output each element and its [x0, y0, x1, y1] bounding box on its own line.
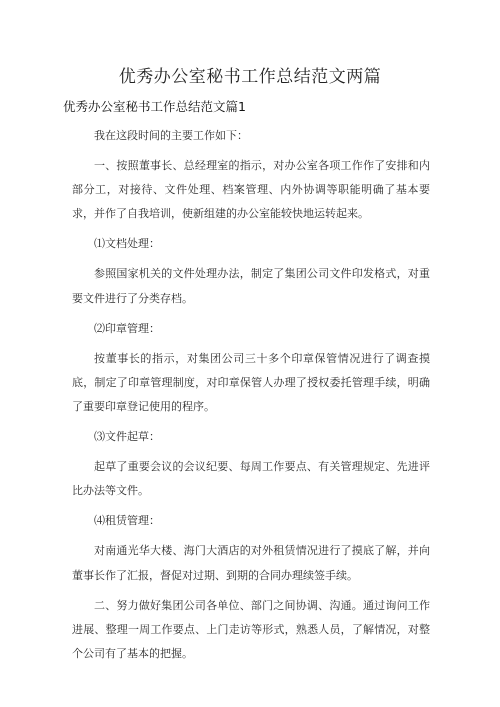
- section-subtitle: 优秀办公室秘书工作总结范文篇1: [63, 99, 246, 114]
- paragraph: 起草了重要会议的会议纪要、每周工作要点、有关管理规定、先进评比办法等文件。: [72, 460, 430, 498]
- paragraph: ⑴文档处理：: [94, 237, 160, 251]
- paragraph: 二、努力做好集团公司各单位、部门之间协调、沟通。通过询问工作进展、整理一周工作要点、上门走访等形式，熟悉人员，了解情况，对整个公司有了基本的把握。: [72, 598, 430, 660]
- paragraph: 参照国家机关的文件处理办法，制定了集团公司文件印发格式，对重要文件进行了分类存档。: [72, 267, 430, 305]
- document-title: 优秀办公室秘书工作总结范文两篇: [118, 67, 382, 87]
- paragraph: 按董事长的指示，对集团公司三十多个印章保管情况进行了调查摸底，制定了印章管理制度，对印章保管人办理了授权委托管理手续，明确了重要印章登记使用的程序。: [72, 351, 430, 413]
- paragraph: 我在这段时间的主要工作如下：: [94, 129, 248, 142]
- paragraph: 对南通光华大楼、海门大酒店的对外租赁情况进行了摸底了解，并向董事长作了汇报，督促对过期、到期的合同办理续签手续。: [72, 544, 430, 582]
- paragraph: ⑶文件起草：: [94, 430, 160, 444]
- paragraph: ⑷租赁管理：: [94, 514, 160, 528]
- paragraph: 一、按照董事长、总经理室的指示，对办公室各项工作作了安排和内部分工，对接待、文件处理、档案管理、内外协调等职能明确了基本要求，并作了自我培训，使新组建的办公室能较快地运转起来。: [72, 159, 430, 221]
- paragraph: ⑵印章管理：: [94, 321, 160, 335]
- document-body: [72, 124, 430, 672]
